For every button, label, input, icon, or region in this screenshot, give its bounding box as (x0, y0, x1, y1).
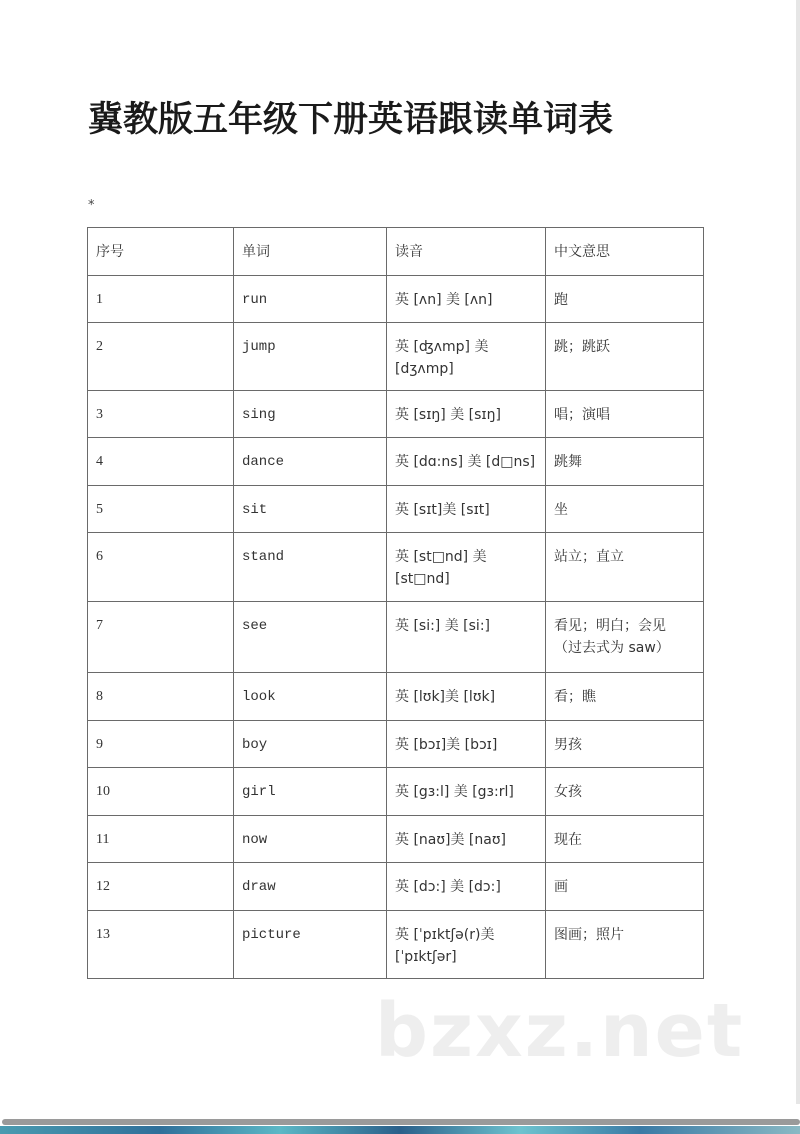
row-phonetic: 英 [bɔɪ]美 [bɔɪ] (387, 721, 546, 768)
row-meaning: 跳；跳跃 (546, 323, 704, 391)
row-word: stand (234, 533, 387, 602)
row-word: jump (234, 323, 387, 391)
row-number: 3 (88, 391, 234, 438)
table-header-row (88, 228, 704, 276)
row-number: 5 (88, 486, 234, 533)
row-word: sit (234, 486, 387, 533)
row-meaning: 跳舞 (546, 438, 704, 486)
row-word: see (234, 602, 387, 673)
table-row (88, 276, 704, 323)
asterisk-marker: * (88, 198, 95, 213)
header-pronunciation: 读音 (387, 228, 546, 276)
row-word: picture (234, 911, 387, 979)
row-meaning: 看见；明白；会见 （过去式为 saw） (546, 602, 704, 673)
row-number: 13 (88, 911, 234, 979)
row-meaning: 男孩 (546, 721, 704, 768)
row-word: sing (234, 391, 387, 438)
row-phonetic: 英 [st□nd] 美 [st□nd] (387, 533, 546, 602)
table-row (88, 533, 704, 602)
page-right-edge (796, 0, 800, 1104)
header-number: 序号 (88, 228, 234, 276)
row-word: look (234, 673, 387, 721)
table-row (88, 438, 704, 486)
row-phonetic: 英 [dɔ:] 美 [dɔ:] (387, 863, 546, 911)
row-meaning: 女孩 (546, 768, 704, 816)
row-meaning: 坐 (546, 486, 704, 533)
table-row (88, 673, 704, 721)
watermark-text: bzxz.net (375, 988, 745, 1074)
row-number: 12 (88, 863, 234, 911)
row-phonetic: 英 [lʊk]美 [lʊk] (387, 673, 546, 721)
table-row (88, 721, 704, 768)
row-number: 10 (88, 768, 234, 816)
vocabulary-table (87, 227, 704, 979)
table-row (88, 602, 704, 673)
header-meaning: 中文意思 (546, 228, 704, 276)
row-phonetic: 英 [ʤʌmp] 美 [dʒʌmp] (387, 323, 546, 391)
row-word: draw (234, 863, 387, 911)
row-number: 2 (88, 323, 234, 391)
row-number: 9 (88, 721, 234, 768)
row-number: 11 (88, 816, 234, 863)
row-phonetic: 英 [si:] 美 [si:] (387, 602, 546, 673)
table-row (88, 486, 704, 533)
row-phonetic: 英 [dɑ:ns] 美 [d□ns] (387, 438, 546, 486)
header-word: 单词 (234, 228, 387, 276)
row-phonetic: 英 [sɪŋ] 美 [sɪŋ] (387, 391, 546, 438)
row-meaning: 站立；直立 (546, 533, 704, 602)
row-phonetic: 英 [naʊ]美 [naʊ] (387, 816, 546, 863)
table-row (88, 768, 704, 816)
row-word: girl (234, 768, 387, 816)
row-number: 1 (88, 276, 234, 323)
table-row (88, 816, 704, 863)
table-row (88, 863, 704, 911)
table-row (88, 323, 704, 391)
row-phonetic: 英 [ˈpɪktʃə(r)美 [ˈpɪktʃər] (387, 911, 546, 979)
document-title: 冀教版五年级下册英语跟读单词表 (88, 100, 614, 140)
row-number: 8 (88, 673, 234, 721)
desktop-background-strip (0, 1126, 800, 1134)
row-number: 4 (88, 438, 234, 486)
row-word: dance (234, 438, 387, 486)
row-meaning: 唱；演唱 (546, 391, 704, 438)
table-row (88, 911, 704, 979)
row-phonetic: 英 [ʌn] 美 [ʌn] (387, 276, 546, 323)
row-word: boy (234, 721, 387, 768)
row-meaning: 看；瞧 (546, 673, 704, 721)
table-row (88, 391, 704, 438)
row-meaning: 跑 (546, 276, 704, 323)
row-number: 7 (88, 602, 234, 673)
row-word: run (234, 276, 387, 323)
row-meaning: 图画；照片 (546, 911, 704, 979)
horizontal-scrollbar[interactable] (2, 1119, 800, 1125)
row-word: now (234, 816, 387, 863)
row-meaning: 画 (546, 863, 704, 911)
row-phonetic: 英 [gɜ:l] 美 [gɜ:rl] (387, 768, 546, 816)
row-meaning: 现在 (546, 816, 704, 863)
row-phonetic: 英 [sɪt]美 [sɪt] (387, 486, 546, 533)
row-number: 6 (88, 533, 234, 602)
